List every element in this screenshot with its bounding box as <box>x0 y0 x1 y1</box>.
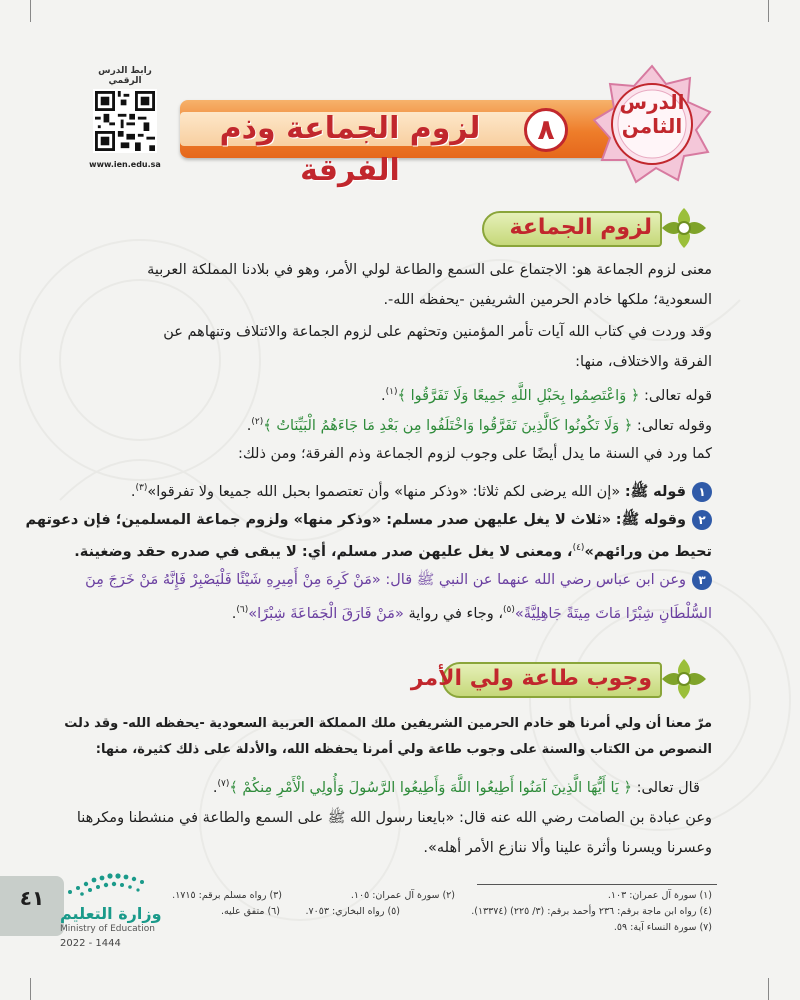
ministry-logo-icon <box>60 862 200 902</box>
edition-year: 2022 - 1444 <box>60 938 121 949</box>
footnote: (٣) رواه مسلم برقم: ١٧١٥. <box>172 890 282 901</box>
paragraph-line: السعودية؛ ملكها خادم الحرمين الشريفين -يحفظه الله-. <box>383 292 712 308</box>
footnote-ref: (٧) <box>217 779 230 789</box>
paragraph-line: معنى لزوم الجماعة هو: الاجتماع على السمع والطاعة لولي الأمر، وهو في بلادنا المملكة العربية <box>147 262 712 278</box>
lesson-badge-line1: الدرس <box>619 90 685 114</box>
hadith-prefix: وعن ابن عباس رضي الله عنهما عن النبي ﷺ قال: <box>385 572 686 588</box>
hadith-item-3-cont: السُّلْطَانِ شِبْرًا مَاتَ مِيتَةً جَاهِلِيَّةً»$^{(٥)}$، وجاء في رواية «مَنْ فَارَقَ الْجَمَاعَةَ شِبْرًا»$^{(٦)}$. <box>231 605 712 622</box>
quran-verse: ﴿ وَاعْتَصِمُوا بِحَبْلِ اللَّهِ جَمِيعًا وَلَا تَفَرَّقُوا ﴾ <box>397 387 640 404</box>
quran-verse: ﴿ يَا أَيُّهَا الَّذِينَ آمَنُوا أَطِيعُوا اللَّهَ وَأَطِيعُوا الرَّسُولَ وَأُولِي الْأَمْرِ مِنكُمْ ﴾ <box>229 779 633 796</box>
qr-url[interactable]: www.ien.edu.sa <box>89 160 161 169</box>
verse-line-2: وقوله تعالى: ﴿ وَلَا تَكُونُوا كَالَّذِينَ تَفَرَّقُوا وَاخْتَلَفُوا مِن بَعْدِ مَا جَاءَهُمُ الْبَيِّنَاتُ ﴾$^{(٢)}$. <box>246 417 712 434</box>
crop-mark <box>768 978 769 1000</box>
item-number-badge: ١ <box>692 482 712 502</box>
ministry-name-ar: وزارة التعليم <box>60 904 162 923</box>
page-number: ٤١ <box>19 886 45 910</box>
quran-verse: ﴿ وَلَا تَكُونُوا كَالَّذِينَ تَفَرَّقُوا وَاخْتَلَفُوا مِن بَعْدِ مَا جَاءَهُمُ الْبَيِّنَاتُ ﴾ <box>263 417 633 434</box>
footnote: (٢) سورة آل عمران: ١٠٥. <box>350 890 455 901</box>
footnote: (٦) متفق عليه. <box>220 906 280 917</box>
section-heading: لزوم الجماعة <box>509 215 652 240</box>
verse-intro: وقوله تعالى: <box>636 417 712 434</box>
lesson-number: ٨ <box>524 108 568 152</box>
verse-line-3: قال تعالى: ﴿ يَا أَيُّهَا الَّذِينَ آمَنُوا أَطِيعُوا اللَّهَ وَأَطِيعُوا الرَّسُولَ وَأُولِي الْأَمْرِ مِنكُمْ ﴾$^{(٧)}$. <box>212 779 700 796</box>
footnote-ref: (٣) <box>135 483 148 493</box>
section-header-obedience <box>410 656 712 702</box>
section-heading: وجوب طاعة ولي الأمر <box>410 666 652 691</box>
paragraph-line: وعن عبادة بن الصامت رضي الله عنه قال: «بايعنا رسول الله ﷺ على السمع والطاعة في منشطنا ومكرهنا <box>76 810 712 826</box>
crop-mark <box>768 0 769 22</box>
item-number-badge: ٣ <box>692 570 712 590</box>
footnote-ref: (٦) <box>236 605 249 615</box>
section-header-jamaah <box>482 205 712 251</box>
footnote-ref: (٢) <box>251 417 264 427</box>
hadith-quote: «مَنْ فَارَقَ الْجَمَاعَةَ شِبْرًا» <box>248 605 404 622</box>
crop-mark <box>30 978 31 1000</box>
lesson-badge-line2: الثامن <box>621 114 683 138</box>
sunnah-intro: كما ورد في السنة ما يدل أيضًا على وجوب لزوم الجماعة وذم الفرقة؛ ومن ذلك: <box>237 446 712 462</box>
hadith-explanation: ، ومعنى لا يغل عليهن صدر مسلم، أي: لا يبقى في صدره حقد وضغينة. <box>74 543 573 560</box>
footnote: (٧) سورة النساء آية: ٥٩. <box>613 922 712 933</box>
footnote-ref: (٤) <box>572 543 585 553</box>
hadith-text-cont: السُّلْطَانِ شِبْرًا مَاتَ مِيتَةً جَاهِلِيَّةً» <box>514 605 712 622</box>
item-number-badge: ٢ <box>692 510 712 530</box>
hadith-text: «إن الله يرضى لكم ثلاثا: «وذكر منها» وأن تعتصموا بحبل الله جميعا ولا تفرقوا» <box>147 483 621 500</box>
verse-intro: قوله تعالى: <box>643 387 712 404</box>
paragraph-line: وعسرنا ويسرنا وأثرة علينا وألا ننازع الأمر أهله». <box>423 840 712 856</box>
floral-ornament-icon <box>656 205 712 251</box>
hadith-text: «ثلاث لا يغل عليهن صدر مسلم: «وذكر منها» ولزوم جماعة المسلمين؛ فإن دعوتهم <box>25 512 612 528</box>
hadith-prefix: وقوله ﷺ: <box>615 512 686 528</box>
lesson-title: لزوم الجماعة وذم الفرقة <box>219 111 481 188</box>
hadith-item-3 <box>85 568 712 592</box>
footnote-ref: (٥) <box>503 605 515 615</box>
footnote: (١) سورة آل عمران: ١٠٣. <box>607 890 712 901</box>
hadith-item-2-cont <box>74 536 712 564</box>
hadith-text-cont: تحيط من ورائهم» <box>584 543 712 560</box>
verse-line-1: قوله تعالى: ﴿ وَاعْتَصِمُوا بِحَبْلِ اللَّهِ جَمِيعًا وَلَا تَفَرَّقُوا ﴾$^{(١)}$. <box>381 387 712 404</box>
hadith-item-1: ١قوله ﷺ: «إن الله يرضى لكم ثلاثا: «وذكر منها» وأن تعتصموا بحبل الله جميعا ولا تفرقوا»$^{(٣)}$. <box>92 476 712 504</box>
lesson-badge-label <box>600 90 704 138</box>
crop-mark <box>30 0 31 22</box>
paragraph-line: مرّ معنا أن ولي أمرنا هو خادم الحرمين الشريفين ملك المملكة العربية السعودية -يحفظه الله- وقد دلت <box>64 716 712 731</box>
qr-code-icon[interactable] <box>93 89 157 153</box>
digital-lesson-link[interactable] <box>83 66 167 169</box>
floral-ornament-icon <box>656 656 712 702</box>
ministry-name-en: Ministry of Education <box>60 924 155 934</box>
paragraph-line: النصوص من الكتاب والسنة على وجوب طاعة ولي أمرنا يحفظه الله، والأدلة على ذلك كثيرة، منها: <box>95 742 712 757</box>
footnote-ref: (١) <box>385 387 398 397</box>
verse-intro: قال تعالى: <box>636 779 700 796</box>
footnote: (٤) رواه ابن ماجة برقم: ٢٣٦ وأحمد برقم: (٣/ ٢٢٥) (١٣٣٧٤). <box>471 906 712 917</box>
hadith-item-2 <box>25 508 712 532</box>
paragraph-line: الفرقة والاختلاف، منها: <box>575 354 712 370</box>
hadith-text: «مَنْ كَرِهَ مِنْ أَمِيرِهِ شَيْئًا فَلْيَصْبِرْ فَإِنَّهُ مَنْ خَرَجَ مِنَ <box>85 572 381 588</box>
footnote-divider <box>477 884 717 885</box>
footnote: (٥) رواه البخاري: ٧٠٥٣. <box>305 906 400 917</box>
hadith-prefix: قوله ﷺ: <box>624 483 686 500</box>
hadith-rest: ، وجاء في رواية <box>408 605 504 622</box>
paragraph-line: وقد وردت في كتاب الله آيات تأمر المؤمنين وتحثهم على لزوم الجماعة والائتلاف وتنهاهم عن <box>163 324 712 340</box>
qr-title: رابط الدرس الرقمي <box>98 66 152 86</box>
